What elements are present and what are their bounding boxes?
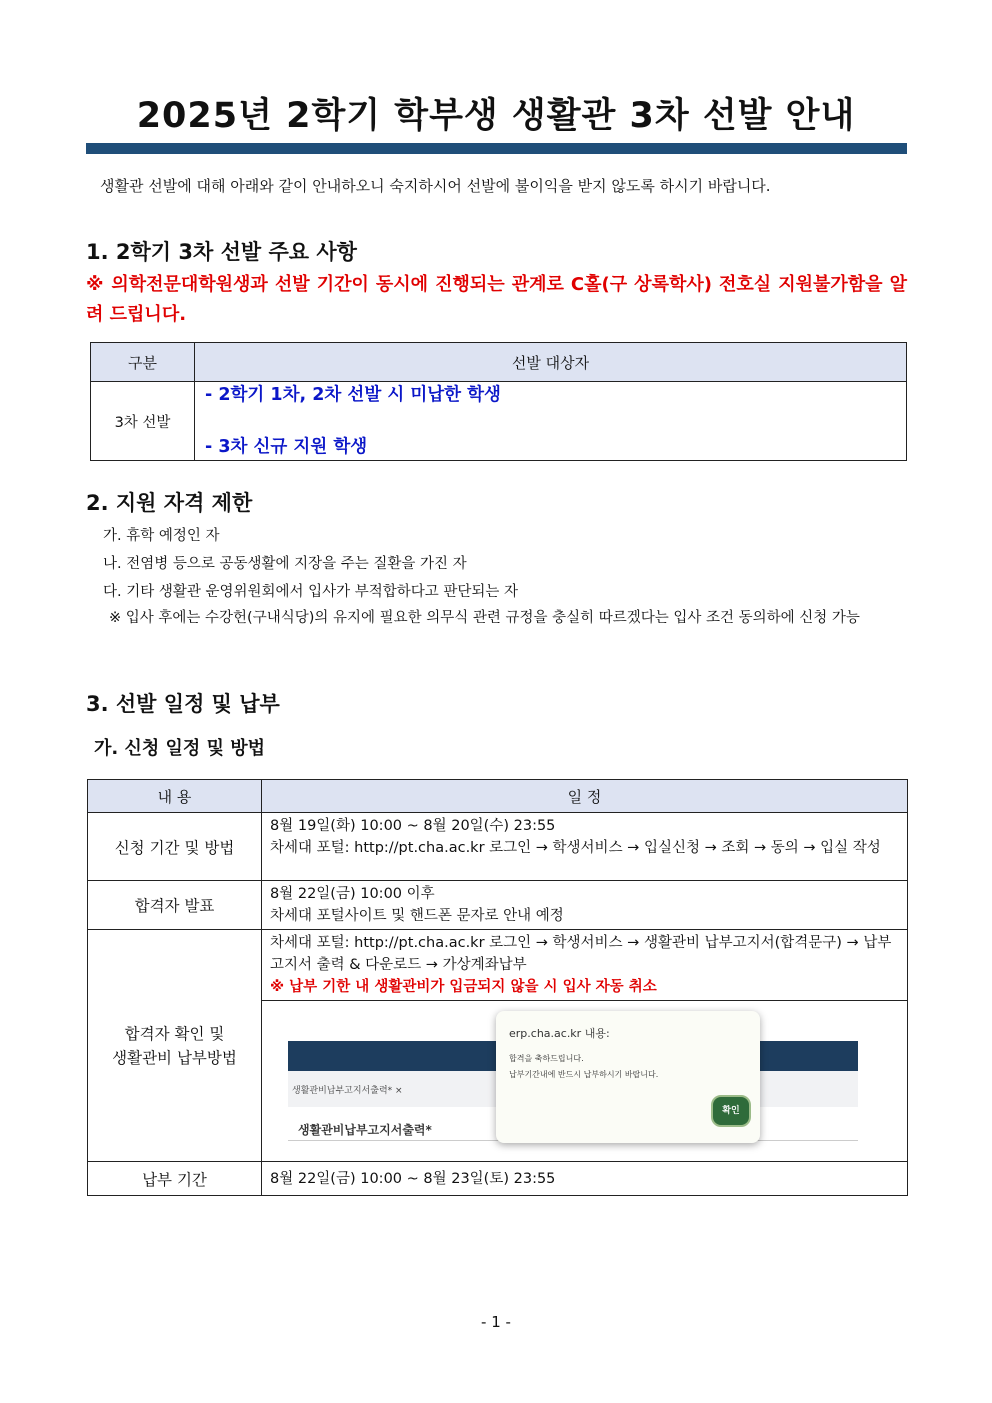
method-line: 차세대 포털: http://pt.cha.ac.kr 로그인 → 학생서비스 → 생활관비 납부고지서(합격문구) → 납부고지서 출력 & 다운로드 → 가상계좌납부 bbox=[270, 935, 892, 973]
row-content bbox=[262, 1162, 908, 1196]
row-label: 신청 기간 및 방법 bbox=[88, 813, 262, 881]
close-icon: × bbox=[395, 1086, 403, 1096]
intro-text: 생활관 선발에 대해 아래와 같이 안내하오니 숙지하시어 선발에 불이익을 받지 않도록 하시기 바랍니다. bbox=[100, 177, 771, 195]
section3-heading: 3. 선발 일정 및 납부 bbox=[86, 692, 280, 716]
page-title: 2025년 2학기 학부생 생활관 3차 선발 안내 bbox=[136, 96, 856, 136]
table-header: 내 용 bbox=[88, 780, 262, 813]
date-line: 8월 22일(금) 10:00 이후 bbox=[270, 886, 435, 902]
table-header: 구분 bbox=[91, 343, 195, 382]
section1-warning: ※ 의학전문대학원생과 선발 기간이 동시에 진행되는 관계로 C홀(구 상록학사) 전호실 지원불가함을 알려 드립니다. bbox=[86, 274, 907, 325]
tab-print-notice: 생활관비납부고지서출력* × bbox=[292, 1086, 403, 1096]
row-label: 3차 선발 bbox=[91, 382, 195, 461]
page-number: - 1 - bbox=[481, 1313, 511, 1331]
list-item: 가. 휴학 예정인 자 bbox=[103, 528, 220, 544]
row-label: 합격자 확인 및 생활관비 납부방법 bbox=[88, 930, 262, 1162]
confirm-button[interactable]: 확인 bbox=[711, 1095, 751, 1127]
section2-heading: 2. 지원 자격 제한 bbox=[86, 491, 253, 515]
target-item: - 3차 신규 지원 학생 bbox=[205, 437, 368, 457]
selection-target-table bbox=[90, 342, 907, 461]
dialog-message: 납부기간내에 반드시 납부하시기 바랍니다. bbox=[509, 1070, 659, 1079]
row-content bbox=[262, 881, 908, 930]
section3-subheading: 가. 신청 일정 및 방법 bbox=[94, 738, 266, 759]
schedule-table bbox=[87, 779, 908, 1196]
target-item: - 2학기 1차, 2차 선발 시 미납한 학생 bbox=[205, 385, 501, 405]
method-line: 차세대 포털: http://pt.cha.ac.kr 로그인 → 학생서비스 → 입실신청 → 조회 → 동의 → 입실 작성 bbox=[270, 840, 881, 856]
method-line: 차세대 포털사이트 및 핸드폰 문자로 안내 예정 bbox=[270, 908, 564, 924]
alert-dialog bbox=[496, 1011, 760, 1143]
table-header: 일 정 bbox=[262, 780, 908, 813]
screenshot-page-heading: 생활관비납부고지서출력* bbox=[298, 1123, 432, 1137]
list-item: 나. 전염병 등으로 공동생활에 지장을 주는 질환을 가진 자 bbox=[103, 556, 467, 572]
date-line: 8월 22일(금) 10:00 ~ 8월 23일(토) 23:55 bbox=[270, 1170, 556, 1187]
dialog-title: erp.cha.ac.kr 내용: bbox=[509, 1027, 610, 1040]
row-label: 납부 기간 bbox=[88, 1162, 262, 1196]
payment-warning: ※ 납부 기한 내 생활관비가 입금되지 않을 시 입사 자동 취소 bbox=[270, 979, 657, 995]
row-label: 합격자 발표 bbox=[88, 881, 262, 930]
screenshot-cell bbox=[262, 1001, 908, 1162]
section1-heading: 1. 2학기 3차 선발 주요 사항 bbox=[86, 240, 357, 264]
list-item: 다. 기타 생활관 운영위원회에서 입사가 부적합하다고 판단되는 자 bbox=[103, 584, 519, 600]
row-content bbox=[262, 813, 908, 881]
table-header: 선발 대상자 bbox=[195, 343, 907, 382]
row-content bbox=[262, 930, 908, 1001]
title-divider bbox=[86, 143, 907, 154]
portal-screenshot bbox=[262, 1001, 907, 1161]
dialog-message: 합격을 축하드립니다. bbox=[509, 1054, 584, 1063]
restriction-list bbox=[103, 522, 518, 606]
target-list bbox=[195, 382, 907, 461]
section2-note: ※ 입사 후에는 수강헌(구내식당)의 유지에 필요한 의무식 관련 규정을 충실히 따르겠다는 입사 조건 동의하에 신청 가능 bbox=[109, 610, 860, 626]
date-line: 8월 19일(화) 10:00 ~ 8월 20일(수) 23:55 bbox=[270, 818, 556, 834]
